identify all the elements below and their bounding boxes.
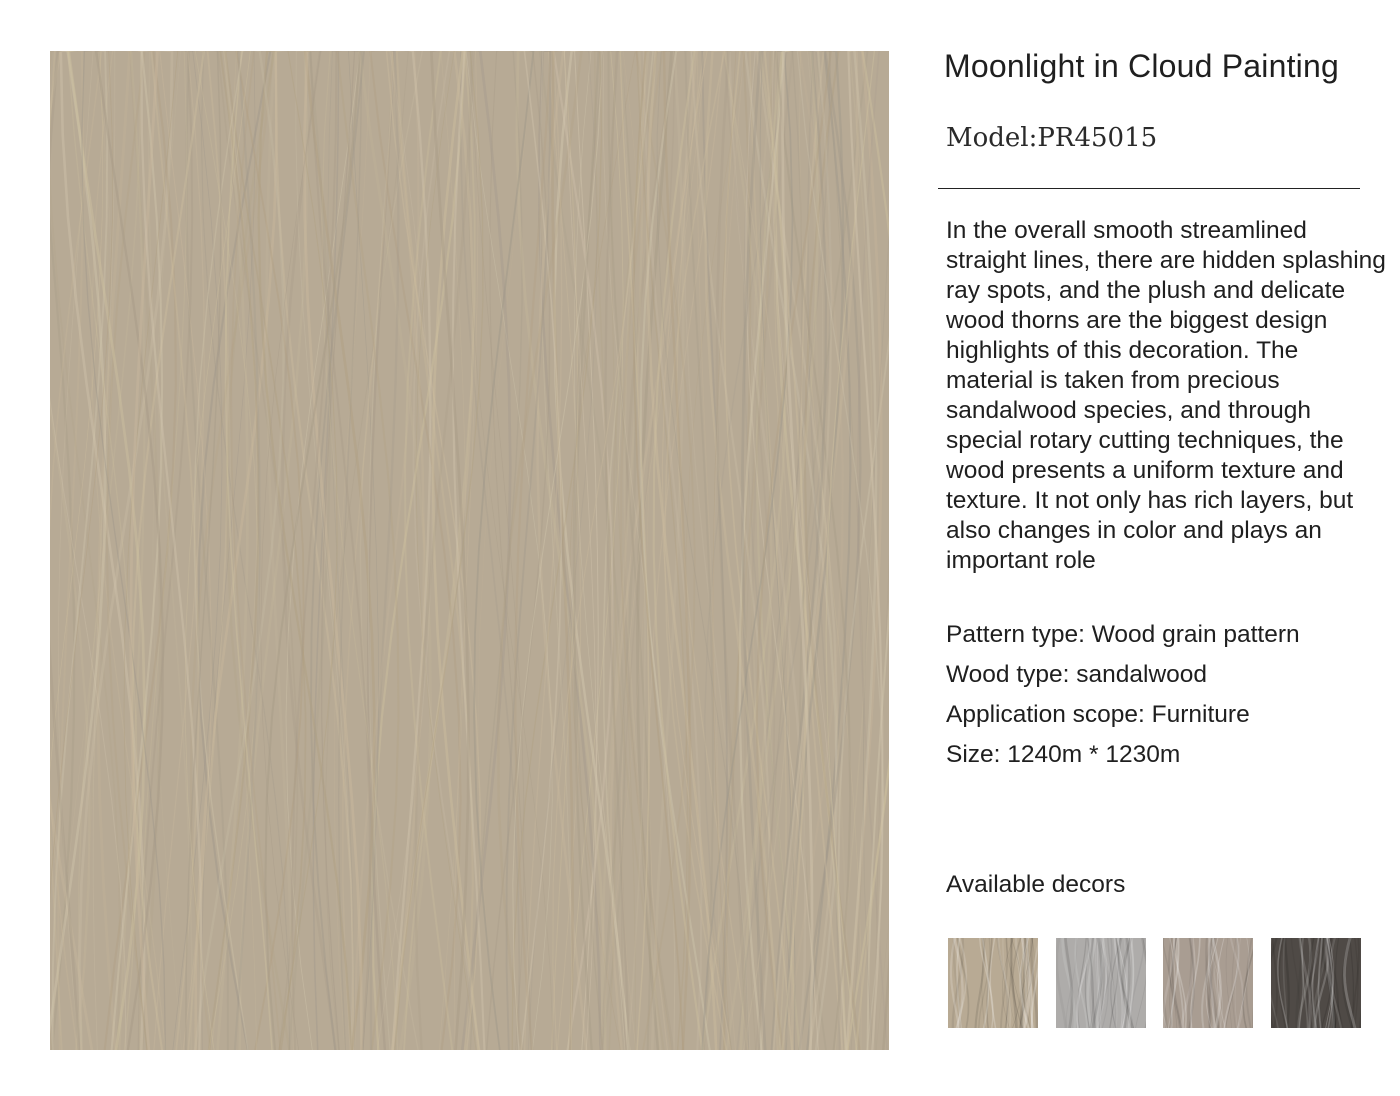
wood-grain-pattern xyxy=(50,51,889,1050)
decor-swatch-light-beige[interactable] xyxy=(948,938,1038,1028)
spec-pattern-type: Pattern type: Wood grain pattern xyxy=(946,621,1300,648)
decor-swatch-light-grey[interactable] xyxy=(1056,938,1146,1028)
product-description: In the overall smooth streamlined straight lines, there are hidden splashing ray spots, and the plush and delicate wood thorns are the biggest design highlights of this decoration. The material is taken from precious sandalwood species, and through special rotary cutting techniques, the wood presents a uniform texture and texture. It not only has rich layers, but also changes in color and plays an important role xyxy=(946,217,1386,574)
spec-application-scope: Application scope: Furniture xyxy=(946,701,1250,728)
product-model: Model:PR45015 xyxy=(946,123,1158,153)
available-decors-heading: Available decors xyxy=(946,871,1126,898)
spec-list xyxy=(946,615,1300,775)
spec-size: Size: 1240m * 1230m xyxy=(946,741,1181,768)
spec-wood-type: Wood type: sandalwood xyxy=(946,661,1208,688)
decor-swatch-dark-brown[interactable] xyxy=(1271,938,1361,1028)
decor-swatch-taupe[interactable] xyxy=(1163,938,1253,1028)
divider xyxy=(938,188,1360,189)
product-title: Moonlight in Cloud Painting xyxy=(944,48,1339,84)
wood-texture-image xyxy=(50,51,889,1050)
